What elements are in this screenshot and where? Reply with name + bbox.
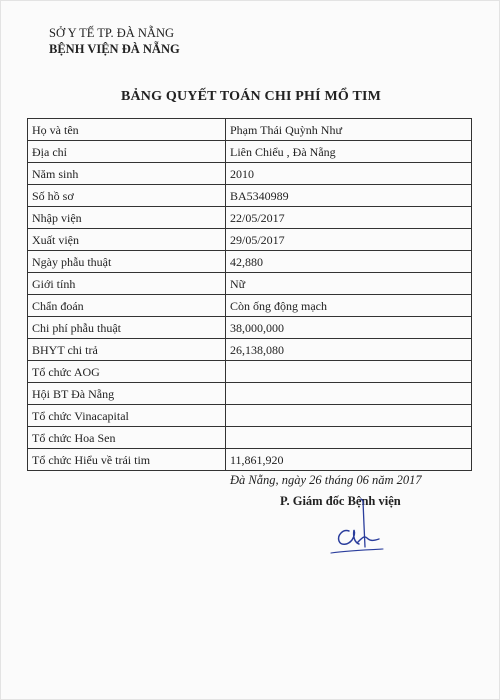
- row-label: Giới tính: [28, 273, 226, 295]
- row-label: Địa chỉ: [28, 141, 226, 163]
- table-row: [28, 361, 472, 383]
- row-value: 38,000,000: [226, 317, 472, 339]
- row-label: Xuất viện: [28, 229, 226, 251]
- row-value: 42,880: [226, 251, 472, 273]
- row-value: [226, 361, 472, 383]
- table-row: [28, 119, 472, 141]
- row-value: 11,861,920: [226, 449, 472, 471]
- table-row: [28, 405, 472, 427]
- date-line: Đà Nẵng, ngày 26 tháng 06 năm 2017: [230, 473, 422, 487]
- table-row: [28, 295, 472, 317]
- document-title: BẢNG QUYẾT TOÁN CHI PHÍ MỔ TIM: [120, 89, 382, 104]
- row-label: Tổ chức AOG: [28, 361, 226, 383]
- table-row: [28, 317, 472, 339]
- table-row: [28, 449, 472, 471]
- row-value: BA5340989: [226, 185, 472, 207]
- row-value: [226, 405, 472, 427]
- row-label: Tổ chức Hiểu về trái tim: [28, 449, 226, 471]
- row-label: Chi phí phẫu thuật: [28, 317, 226, 339]
- row-value: 29/05/2017: [226, 229, 472, 251]
- row-label: Nhập viện: [28, 207, 226, 229]
- department-name: SỞ Y TẾ TP. ĐÀ NẴNG: [49, 26, 175, 40]
- table-row: [28, 251, 472, 273]
- row-label: Số hồ sơ: [28, 185, 226, 207]
- table-row: [28, 185, 472, 207]
- row-value: Nữ: [226, 273, 472, 295]
- row-value: 2010: [226, 163, 472, 185]
- row-label: Tổ chức Vinacapital: [28, 405, 226, 427]
- hospital-name: BỆNH VIỆN ĐÀ NẴNG: [49, 42, 180, 56]
- row-value: Còn ống động mạch: [226, 295, 472, 317]
- signature-mark: [323, 495, 393, 565]
- row-label: Hội BT Đà Nẵng: [28, 383, 226, 405]
- row-value: [226, 383, 472, 405]
- row-label: Chẩn đoán: [28, 295, 226, 317]
- signer-title: P. Giám đốc Bệnh viện: [280, 494, 401, 508]
- table-row: [28, 207, 472, 229]
- row-value: 26,138,080: [226, 339, 472, 361]
- row-label: Họ và tên: [28, 119, 226, 141]
- row-value: 22/05/2017: [226, 207, 472, 229]
- row-value: Liên Chiểu , Đà Nẵng: [226, 141, 472, 163]
- row-label: BHYT chi trả: [28, 339, 226, 361]
- row-label: Năm sinh: [28, 163, 226, 185]
- table-row: [28, 229, 472, 251]
- table-row: [28, 339, 472, 361]
- table-row: [28, 141, 472, 163]
- row-label: Ngày phẫu thuật: [28, 251, 226, 273]
- row-value: Phạm Thái Quỳnh Như: [226, 119, 472, 141]
- row-label: Tổ chức Hoa Sen: [28, 427, 226, 449]
- cost-settlement-table: [27, 118, 472, 471]
- row-value: [226, 427, 472, 449]
- table-row: [28, 163, 472, 185]
- table-row: [28, 427, 472, 449]
- table-row: [28, 273, 472, 295]
- table-row: [28, 383, 472, 405]
